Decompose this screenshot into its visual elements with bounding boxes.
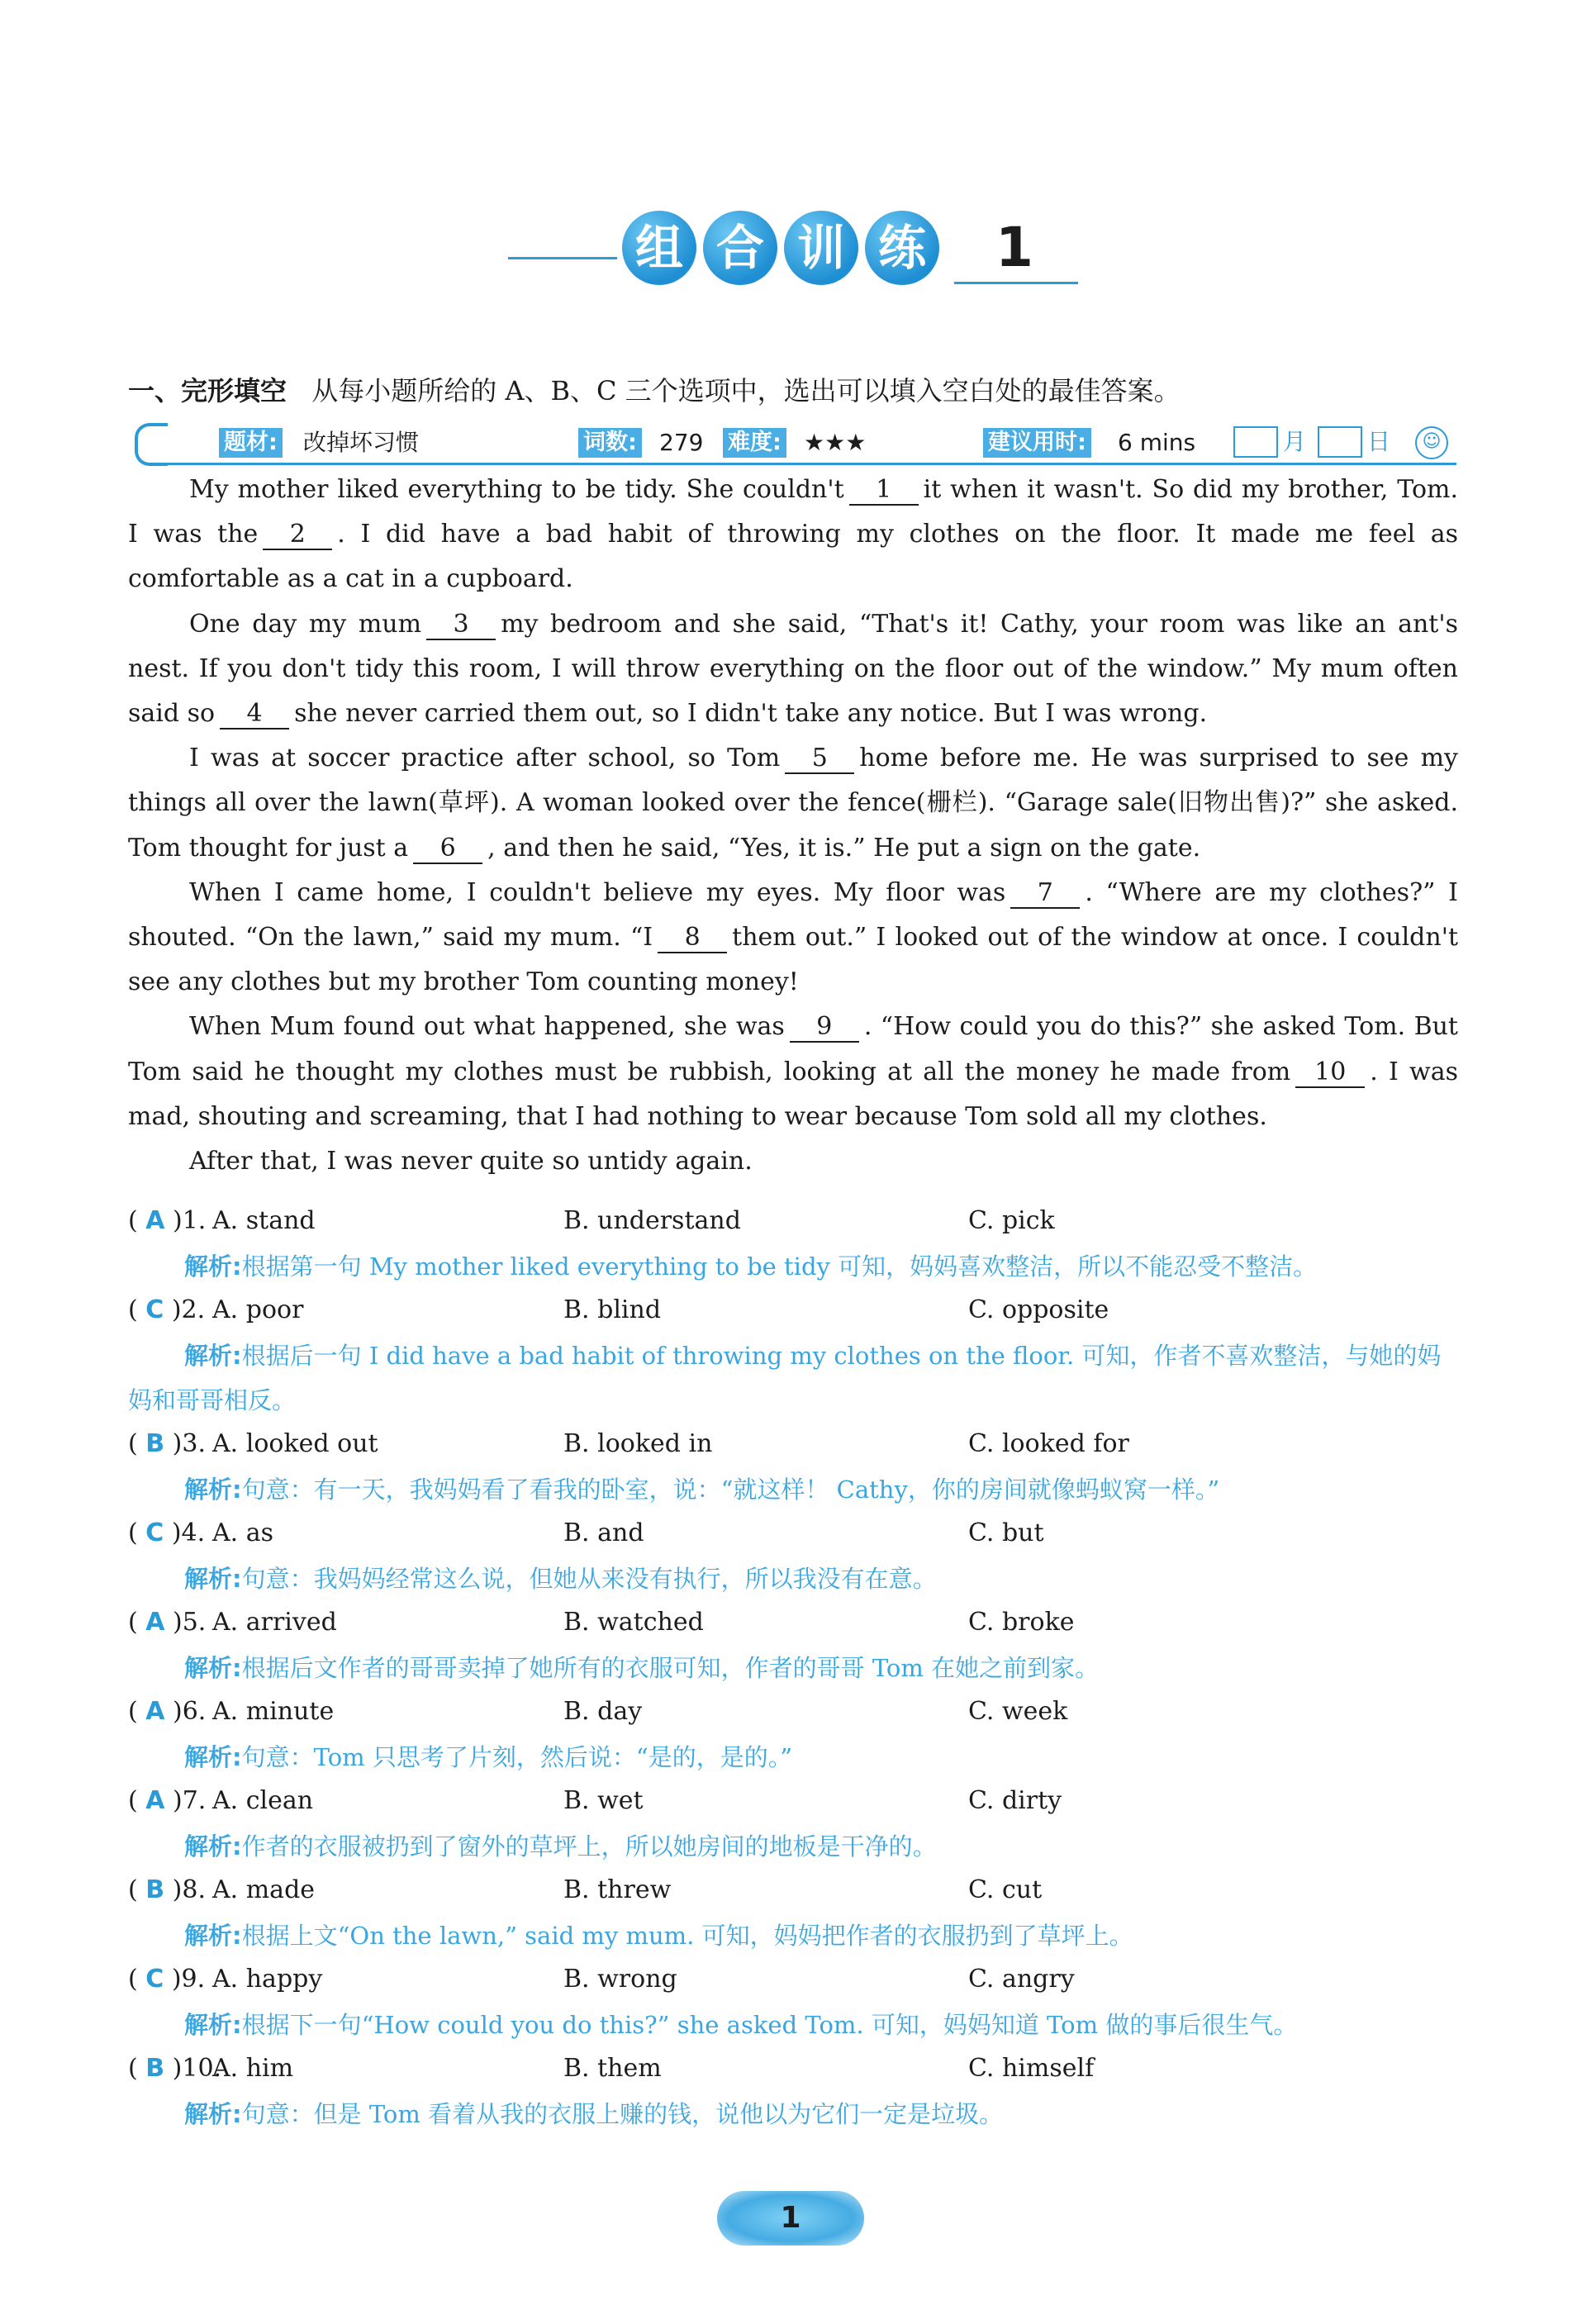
day-label: 日 (1367, 428, 1391, 455)
info-bracket (135, 423, 168, 466)
passage-text: . I did have a bad habit of throwing my clothes on the floor. It made me feel as comfortable as a cat in a cupboard. (128, 520, 1459, 594)
passage-text: . “How could you do this?” she asked Tom. But Tom said he thought my clothes must be rubbish, looking at all the money he made from (128, 1012, 1458, 1086)
passage-text: them out.” I looked out of the window at once. I couldn't see any clothes but my brother Tom counting money! (128, 923, 1459, 997)
explanation (128, 2092, 1458, 2136)
option-a[interactable]: A. as (212, 1518, 274, 1547)
explanation-label: 解析: (184, 1654, 242, 1682)
passage-text: One day my mum (189, 609, 422, 639)
explanation-label: 解析: (184, 1832, 242, 1861)
time-value: 6 mins (1118, 429, 1196, 456)
option-b[interactable]: B. looked in (563, 1429, 713, 1458)
title-char: 练 (865, 211, 939, 285)
answer-slot: ( A )5. (128, 1608, 207, 1637)
explanation-label: 解析: (184, 1922, 242, 1950)
blank-3[interactable]: 3 (426, 611, 496, 640)
blank-7[interactable]: 7 (1010, 879, 1080, 909)
answer-letter: B (145, 1429, 165, 1458)
option-c[interactable]: C. pick (968, 1206, 1055, 1235)
passage-text: . “Where are my clothes?” I shouted. “On the lawn,” said my mum. “I (128, 877, 1459, 953)
passage-text: When I came home, I couldn't believe my eyes. My floor was (189, 877, 1006, 907)
explanation-label: 解析: (184, 1252, 242, 1281)
explanation (128, 1913, 1458, 1958)
passage-paragraph (128, 468, 1458, 602)
section-label: 一、完形填空 (128, 375, 287, 406)
question-number: 6. (182, 1697, 207, 1726)
question-row (128, 1423, 1458, 1467)
question-number: 7. (182, 1786, 207, 1815)
answer-letter: B (145, 1875, 165, 1904)
question-row (128, 2047, 1458, 2092)
explanation (128, 2003, 1458, 2047)
explanation (128, 1735, 1458, 1780)
option-c[interactable]: C. opposite (968, 1295, 1109, 1324)
passage-paragraph: After that, I was never quite so untidy again. (189, 1147, 753, 1176)
day-box[interactable] (1318, 426, 1362, 458)
option-c[interactable]: C. dirty (968, 1786, 1062, 1815)
option-b[interactable]: B. understand (563, 1206, 741, 1235)
option-a[interactable]: A. him (212, 2054, 294, 2083)
answer-letter: C (145, 1518, 164, 1547)
time-tag: 建议用时: (983, 428, 1091, 458)
answer-letter: C (145, 1295, 164, 1324)
passage (128, 468, 1458, 1184)
option-b[interactable]: B. and (563, 1518, 644, 1547)
explanation-text: 根据下一句“How could you do this?” she asked Tom. 可知，妈妈知道 Tom 做的事后很生气。 (241, 2011, 1298, 2039)
option-a[interactable]: A. clean (212, 1786, 314, 1815)
answer-letter: A (145, 1608, 165, 1637)
blank-10[interactable]: 10 (1295, 1058, 1365, 1088)
option-b[interactable]: B. blind (563, 1295, 662, 1324)
blank-1[interactable]: 1 (849, 476, 919, 506)
question-row (128, 1780, 1458, 1824)
option-a[interactable]: A. happy (212, 1965, 323, 1994)
explanation-label: 解析: (184, 1342, 242, 1370)
difficulty-tag: 难度: (723, 428, 786, 458)
section-instruction: 从每小题所给的 A、B、C 三个选项中，选出可以填入空白处的最佳答案。 (311, 375, 1181, 406)
question-number: 3. (182, 1429, 206, 1458)
answer-letter: A (145, 1206, 165, 1235)
title-rule-right (954, 282, 1078, 284)
answer-slot: ( C )2. (128, 1295, 206, 1324)
passage-text: she never carried them out, so I didn't take any notice. But I was wrong. (294, 699, 1208, 729)
answer-slot: ( C )4. (128, 1518, 206, 1547)
explanation-text: 句意：有一天，我妈妈看了看我的卧室，说：“就这样！ Cathy，你的房间就像蚂蚁窝一样。” (241, 1476, 1220, 1504)
passage-text: When Mum found out what happened, she was (189, 1012, 785, 1042)
blank-6[interactable]: 6 (413, 834, 482, 864)
option-c[interactable]: C. but (968, 1518, 1044, 1547)
answer-slot: ( B )10. (128, 2054, 222, 2083)
option-b[interactable]: B. them (563, 2054, 662, 2083)
page-number: 1 (717, 2191, 864, 2246)
explanation-text: 作者的衣服被扔到了窗外的草坪上，所以她房间的地板是干净的。 (241, 1832, 937, 1861)
option-c[interactable]: C. himself (968, 2054, 1095, 2083)
passage-text: my bedroom and she said, “That's it! Cathy, your room was like an ant's nest. If you don't tidy this room, I will throw everything on the floor out of the window.” My mum often said so (128, 609, 1458, 729)
passage-text: , and then he said, “Yes, it is.” He put a sign on the gate. (487, 833, 1201, 863)
question-row (128, 1289, 1458, 1333)
difficulty-stars: ★★★ (804, 429, 867, 456)
explanation-label: 解析: (184, 1743, 242, 1771)
option-a[interactable]: A. made (212, 1875, 316, 1904)
page-title (508, 211, 1078, 302)
answer-slot: ( C )9. (128, 1965, 206, 1994)
question-number: 5. (182, 1608, 207, 1637)
blank-9[interactable]: 9 (790, 1013, 859, 1043)
answer-slot: ( B )3. (128, 1429, 206, 1458)
explanation (128, 1646, 1458, 1690)
question-number: 8. (182, 1875, 206, 1904)
option-c[interactable]: C. looked for (968, 1429, 1129, 1458)
title-char: 组 (622, 211, 696, 285)
option-a[interactable]: A. looked out (212, 1429, 378, 1458)
explanation (128, 1556, 1458, 1601)
passage-text: My mother liked everything to be tidy. She couldn't (189, 475, 844, 504)
question-row (128, 1512, 1458, 1556)
question-number: 1. (182, 1206, 207, 1235)
explanation-text: 根据第一句 My mother liked everything to be tidy 可知，妈妈喜欢整洁，所以不能忍受不整洁。 (241, 1252, 1318, 1281)
question-row (128, 1869, 1458, 1913)
explanation-text: 根据后一句 I did have a bad habit of throwing my clothes on the floor. 可知，作者不喜欢整洁，与她的妈妈和哥哥相反。 (128, 1342, 1442, 1414)
passage-paragraph (128, 1005, 1458, 1139)
info-bar (128, 423, 1458, 466)
answer-slot: ( A )6. (128, 1697, 207, 1726)
explanation-text: 句意：Tom 只思考了片刻，然后说：“是的，是的。” (241, 1743, 793, 1771)
option-b[interactable]: B. wrong (563, 1965, 677, 1994)
answer-slot: ( A )7. (128, 1786, 207, 1815)
passage-text: home before me. He was surprised to see my things all over the lawn(草坪). A woman looked over the fence(栅栏). “Garage sale(旧物出售)?” she asked. Tom thought for just a (128, 744, 1458, 863)
explanation (128, 1244, 1458, 1289)
title-char: 合 (703, 211, 777, 285)
question-row (128, 1601, 1458, 1646)
answer-letter: A (145, 1786, 165, 1815)
question-number: 4. (181, 1518, 206, 1547)
title-number: 1 (995, 216, 1033, 279)
passage-text: I was at soccer practice after school, so Tom (189, 744, 781, 773)
answer-slot: ( A )1. (128, 1206, 207, 1235)
month-label: 月 (1283, 428, 1307, 455)
words-tag: 词数: (578, 428, 642, 458)
explanation-label: 解析: (184, 1565, 242, 1593)
explanation-label: 解析: (184, 2100, 242, 2128)
title-rule-left (508, 257, 617, 259)
answer-letter: C (145, 1965, 164, 1994)
question-list (128, 1200, 1458, 2136)
option-c[interactable]: C. broke (968, 1608, 1075, 1637)
question-row (128, 1200, 1458, 1244)
question-row (128, 1690, 1458, 1735)
option-c[interactable]: C. cut (968, 1875, 1043, 1904)
option-a[interactable]: A. poor (212, 1295, 304, 1324)
option-b[interactable]: B. threw (563, 1875, 672, 1904)
option-b[interactable]: B. watched (563, 1608, 704, 1637)
blank-8[interactable]: 8 (658, 924, 727, 953)
question-number: 2. (181, 1295, 206, 1324)
blank-2[interactable]: 2 (263, 520, 332, 550)
question-number: 9. (181, 1965, 206, 1994)
info-rule (168, 463, 1456, 465)
explanation-label: 解析: (184, 1476, 242, 1504)
month-box[interactable] (1233, 426, 1278, 458)
passage-text: . I was mad, shouting and screaming, that I had nothing to wear because Tom sold all my clothes. (128, 1057, 1458, 1131)
blank-5[interactable]: 5 (785, 744, 854, 774)
topic-value: 改掉坏习惯 (303, 429, 420, 456)
answer-letter: B (145, 2054, 165, 2083)
words-value: 279 (659, 429, 704, 456)
passage-paragraph (128, 736, 1458, 871)
explanation (128, 1333, 1458, 1423)
explanation-text: 根据上文“On the lawn,” said my mum. 可知，妈妈把作者的衣服扔到了草坪上。 (241, 1922, 1133, 1950)
section-heading (128, 370, 1181, 408)
explanation-text: 句意：但是 Tom 看着从我的衣服上赚的钱，说他以为它们一定是垃圾。 (241, 2100, 1004, 2128)
question-row (128, 1958, 1458, 2003)
explanation-text: 句意：我妈妈经常这么说，但她从来没有执行，所以我没有在意。 (241, 1565, 937, 1593)
title-char: 训 (784, 211, 858, 285)
passage-paragraph (128, 602, 1458, 737)
passage-text: it when it wasn't. So did my brother, Tom. I was the (128, 475, 1459, 549)
option-b[interactable]: B. day (563, 1697, 643, 1726)
title-chars (622, 211, 939, 285)
smile-icon: ☺ (1415, 426, 1448, 459)
option-a[interactable]: A. stand (212, 1206, 316, 1235)
option-c[interactable]: C. week (968, 1697, 1068, 1726)
answer-slot: ( B )8. (128, 1875, 206, 1904)
topic-tag: 题材: (219, 428, 283, 458)
question-number: 10. (182, 2054, 222, 2083)
explanation-text: 根据后文作者的哥哥卖掉了她所有的衣服可知，作者的哥哥 Tom 在她之前到家。 (241, 1654, 1100, 1682)
option-a[interactable]: A. minute (212, 1697, 335, 1726)
blank-4[interactable]: 4 (220, 700, 289, 730)
answer-letter: A (145, 1697, 165, 1726)
option-c[interactable]: C. angry (968, 1965, 1075, 1994)
option-a[interactable]: A. arrived (212, 1608, 337, 1637)
explanation (128, 1467, 1458, 1512)
explanation-label: 解析: (184, 2011, 242, 2039)
explanation (128, 1824, 1458, 1869)
option-b[interactable]: B. wet (563, 1786, 644, 1815)
passage-paragraph (128, 871, 1458, 1005)
